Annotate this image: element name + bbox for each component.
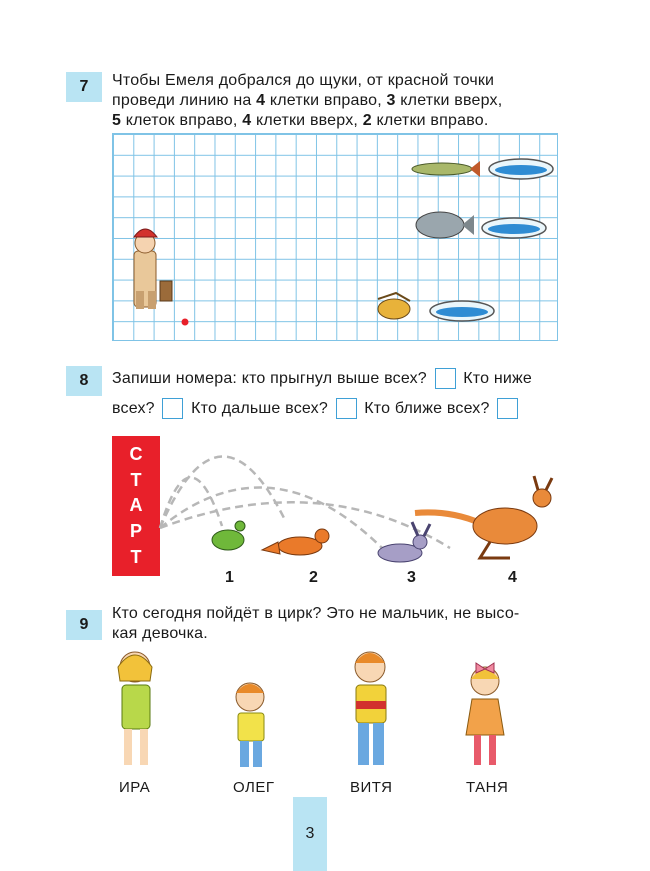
start-letter: Т xyxy=(130,546,142,567)
jump-trajectory-frog xyxy=(160,477,222,528)
answer-box-farthest[interactable] xyxy=(336,398,357,419)
child-name-oleg: ОЛЕГ xyxy=(233,779,275,796)
page-number-text: 3 xyxy=(305,825,315,842)
start-letter: С xyxy=(129,444,143,465)
child-name-ira: ИРА xyxy=(119,779,151,796)
number-5: 5 xyxy=(112,112,122,129)
child-name-tanya: ТАНЯ xyxy=(466,779,509,796)
question-lowest: Кто ниже xyxy=(463,370,532,387)
task-number-text: 7 xyxy=(79,78,89,95)
question-nearest: Кто ближе всех? xyxy=(364,400,490,417)
hare-icon xyxy=(378,522,430,562)
animal-number-4: 4 xyxy=(508,569,517,586)
text-fragment: проведи линию на xyxy=(112,92,257,109)
task-9-line-2: кая девочка. xyxy=(112,625,208,642)
animal-number-1: 1 xyxy=(225,569,234,586)
emelya-figure xyxy=(134,229,172,309)
task-7-line-1: Чтобы Емеля добрался до щуки, от красной точки xyxy=(112,72,495,89)
text-fragment: клеток вправо, xyxy=(121,112,243,129)
question-lowest-cont: всех? xyxy=(112,400,155,417)
red-start-dot xyxy=(182,319,189,326)
text-fragment: клетки вверх, xyxy=(251,112,363,129)
jump-trajectory-hare xyxy=(160,488,382,549)
question-farthest: Кто дальше всех? xyxy=(191,400,328,417)
grid-illustrations xyxy=(112,133,558,341)
jump-illustration xyxy=(150,418,570,578)
number-4: 4 xyxy=(256,92,266,109)
child-name-vitya: ВИТЯ xyxy=(350,779,393,796)
boy-vitya xyxy=(355,652,386,765)
start-letter: Т xyxy=(130,469,142,490)
number-4: 4 xyxy=(242,112,252,129)
boy-oleg xyxy=(236,683,264,767)
ice-hole-water xyxy=(436,307,488,317)
bream-fish xyxy=(416,212,474,238)
task-8-text xyxy=(112,364,572,424)
start-letter: Р xyxy=(129,521,142,542)
task-7-line-2 xyxy=(112,91,562,111)
number-3: 3 xyxy=(386,92,396,109)
task-9-line-1: Кто сегодня пойдёт в цирк? Это не мальчик, не высо- xyxy=(112,605,520,622)
children-illustration xyxy=(100,645,540,775)
text-fragment: клетки вверх, xyxy=(395,92,503,109)
girl-tanya xyxy=(466,663,504,765)
kangaroo-icon xyxy=(415,476,552,558)
task-number-text: 8 xyxy=(79,372,89,389)
answer-box-highest[interactable] xyxy=(435,368,456,389)
ruffe-fish xyxy=(378,293,410,319)
start-letter: А xyxy=(129,495,143,516)
page-number xyxy=(293,797,327,871)
task-7-number xyxy=(66,72,102,102)
task-8-number xyxy=(66,366,102,396)
task-9-number xyxy=(66,610,102,640)
answer-box-nearest[interactable] xyxy=(497,398,518,419)
ice-hole-water xyxy=(495,165,547,175)
task-9-text xyxy=(112,604,562,644)
girl-ira xyxy=(118,652,152,765)
task-7-text xyxy=(112,71,562,131)
task-7-line-3 xyxy=(112,111,562,131)
text-fragment: клетки вправо, xyxy=(265,92,387,109)
fox-icon xyxy=(262,529,329,555)
task-8-line-1 xyxy=(112,364,572,394)
question-highest: Запиши номера: кто прыгнул выше всех? xyxy=(112,370,427,387)
answer-box-lowest[interactable] xyxy=(162,398,183,419)
text-fragment: клетки вправо. xyxy=(371,112,489,129)
ice-hole-water xyxy=(488,224,540,234)
animal-number-3: 3 xyxy=(407,569,416,586)
number-2: 2 xyxy=(362,112,372,129)
animal-number-2: 2 xyxy=(309,569,318,586)
pike-fish xyxy=(412,161,480,177)
task-number-text: 9 xyxy=(79,616,89,633)
frog-icon xyxy=(212,521,245,550)
